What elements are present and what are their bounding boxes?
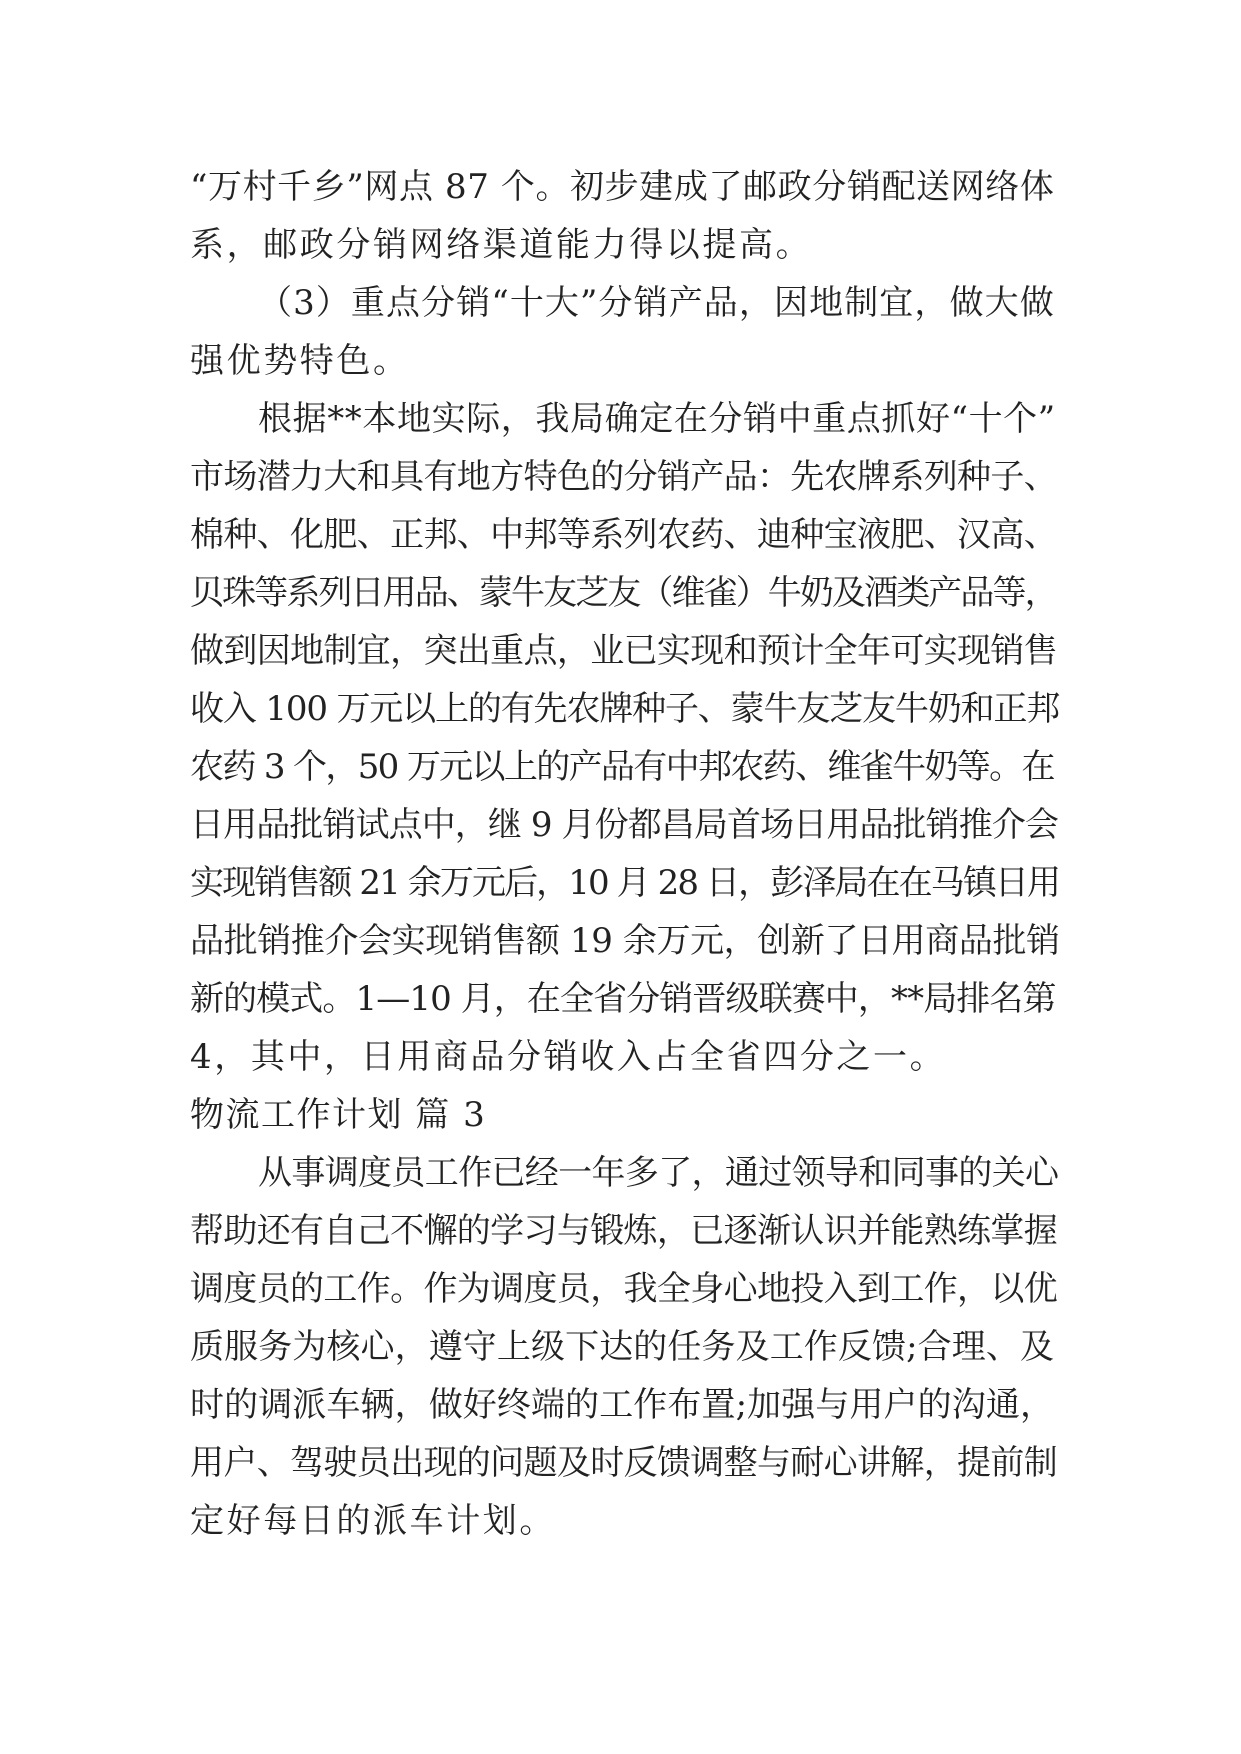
text-line: （3）重点分销“十大”分销产品，因地制宜，做大做 [258, 283, 1055, 323]
text-line: 品批销推介会实现销售额 19 余万元，创新了日用商品批销 [190, 921, 1060, 961]
text-line: 农药 3 个，50 万元以上的产品有中邦农药、维雀牛奶等。在 [190, 747, 1054, 787]
text-line: 调度员的工作。作为调度员，我全身心地投入到工作，以优 [190, 1269, 1058, 1309]
text-line: “万村千乡”网点 87 个。初步建成了邮政分销配送网络体 [190, 167, 1055, 207]
text-line: 从事调度员工作已经一年多了，通过领导和同事的关心 [258, 1153, 1059, 1193]
section-heading: 物流工作计划 篇 3 [190, 1095, 487, 1135]
text-line: 收入 100 万元以上的有先农牌种子、蒙牛友芝友牛奶和正邦 [190, 689, 1060, 729]
text-line: 用户、驾驶员出现的问题及时反馈调整与耐心讲解，提前制 [190, 1443, 1058, 1483]
text-line: 强优势特色。 [190, 341, 410, 381]
text-line: 质服务为核心，遵守上级下达的任务及工作反馈;合理、及 [190, 1327, 1055, 1367]
text-line: 根据**本地实际，我局确定在分销中重点抓好“十个” [258, 399, 1056, 439]
text-line: 新的模式。1—10 月，在全省分销晋级联赛中，**局排名第 [190, 979, 1056, 1019]
text-line: 棉种、化肥、正邦、中邦等系列农药、迪种宝液肥、汉高、 [190, 515, 1058, 555]
text-line: 时的调派车辆，做好终端的工作布置;加强与用户的沟通， [190, 1385, 1055, 1425]
text-line: 4，其中，日用商品分销收入占全省四分之一。 [190, 1037, 947, 1077]
text-line: 定好每日的派车计划。 [190, 1501, 556, 1541]
text-line: 日用品批销试点中，继 9 月份都昌局首场日用品批销推介会 [190, 805, 1059, 845]
text-line: 贝珠等系列日用品、蒙牛友芝友（维雀）牛奶及酒类产品等， [190, 573, 1057, 613]
text-line: 做到因地制宜，突出重点，业已实现和预计全年可实现销售 [190, 631, 1058, 671]
text-line: 市场潜力大和具有地方特色的分销产品：先农牌系列种子、 [190, 457, 1058, 497]
text-line: 帮助还有自己不懈的学习与锻炼，已逐渐认识并能熟练掌握 [190, 1211, 1058, 1251]
text-line: 系，邮政分销网络渠道能力得以提高。 [190, 225, 813, 265]
text-line: 实现销售额 21 余万元后，10 月 28 日，彭泽局在在马镇日用 [190, 863, 1060, 903]
